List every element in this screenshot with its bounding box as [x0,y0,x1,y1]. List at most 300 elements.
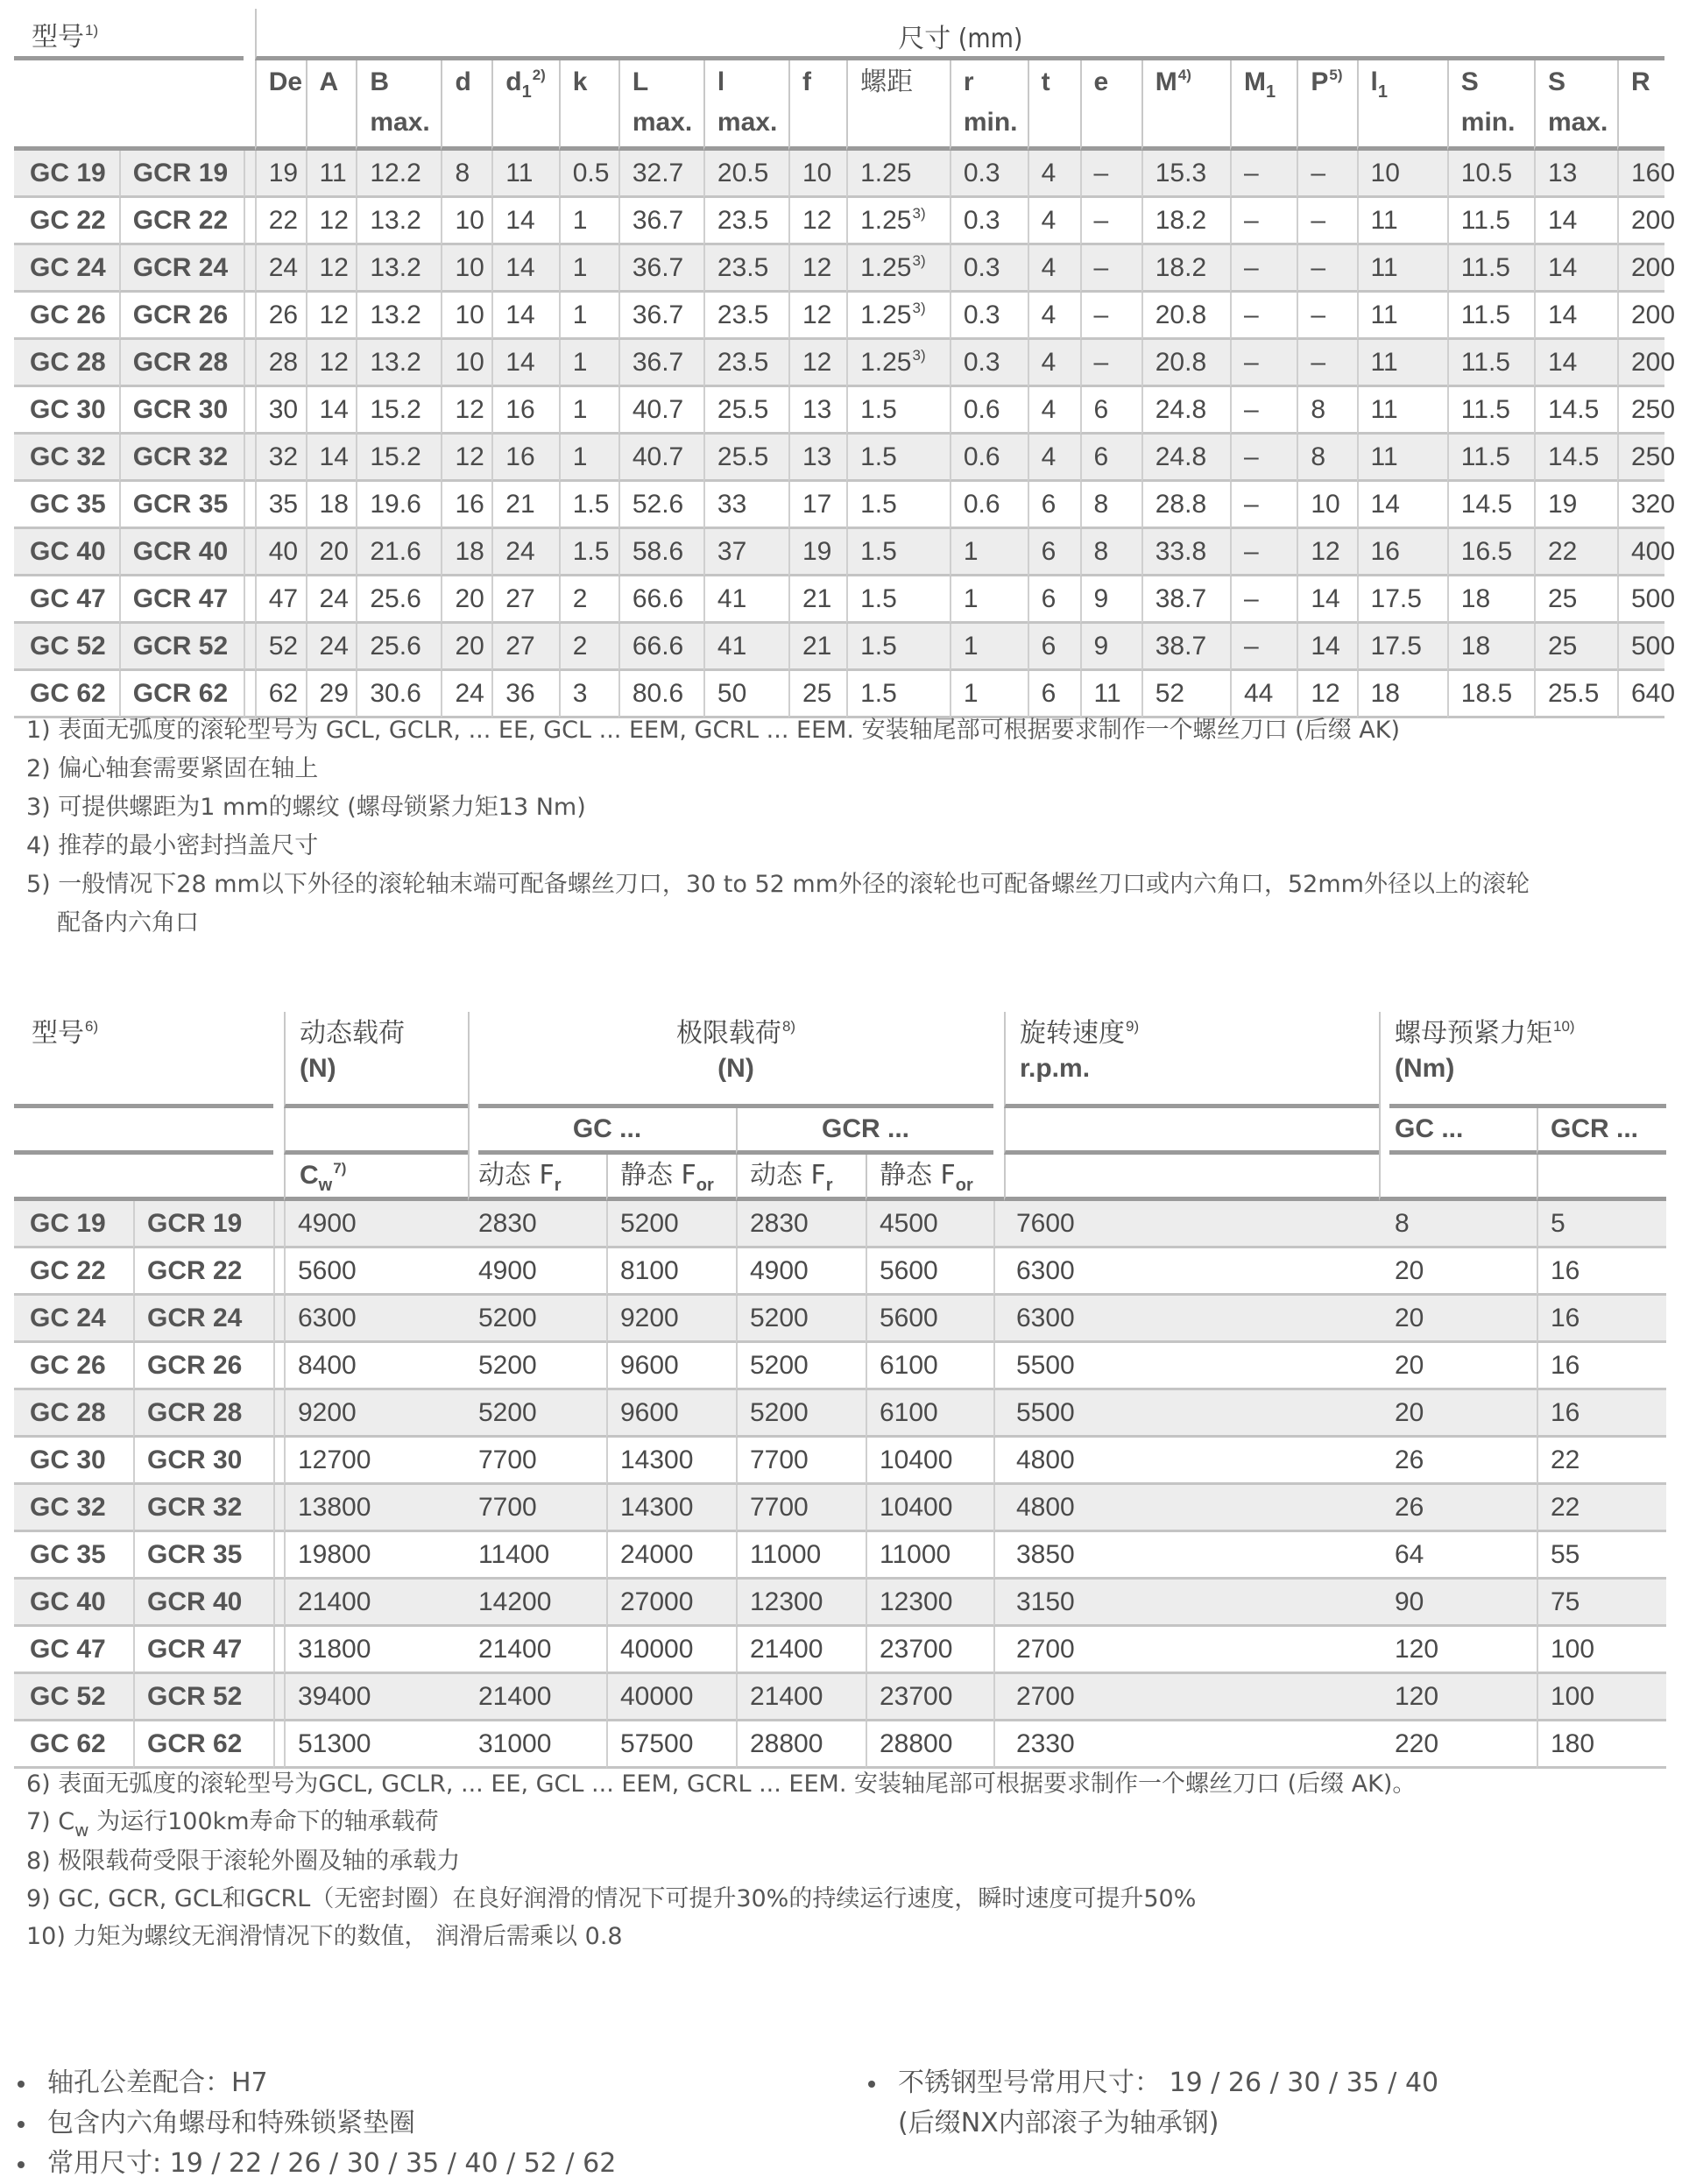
cell-de: 52 [255,624,306,671]
column-header-m1: $M_1$ [1230,60,1297,151]
cell-p: 14 [1297,624,1356,671]
cell-f: 21 [788,624,846,671]
cell-t: 6 [1028,671,1080,718]
table-row [14,529,1664,576]
cell-smax: 25 [1534,624,1617,671]
limit-col-header: 静态 $F_{or}$ [606,1155,736,1201]
model-gcr: GCR 26 [119,293,244,340]
cell-value: 5500 [1004,1343,1379,1390]
cell-smin: 11.5 [1447,198,1534,245]
cell-value: 5200 [478,1390,606,1438]
cell-m1: – [1230,482,1297,529]
cell-pitch: 1.5 [846,671,950,718]
column-header-f: f [788,60,846,151]
cell-smax: 14.5 [1534,435,1617,482]
cell-value: 4800 [1004,1438,1379,1485]
cell-value: 120 [1389,1674,1537,1721]
model-gc: GC 19 [14,151,119,198]
cell-l1: 16 [1357,529,1447,576]
cell-f: 12 [788,245,846,293]
cell-k: 1 [559,387,618,435]
cell-value: 20 [1389,1343,1537,1390]
cell-value: 120 [1389,1627,1537,1674]
cell-b: 13.2 [356,340,441,387]
column-header-smin: S min. [1447,60,1534,151]
cell-k: 0.5 [559,151,618,198]
cell-k: 1 [559,198,618,245]
cell-p: 8 [1297,435,1356,482]
footnote-ref: 3) [912,204,926,222]
cell-value: 9200 [284,1390,468,1438]
model-gc: GC 40 [14,1580,133,1627]
torque-group-gcr: GCR ... [1537,1108,1666,1155]
cell-l1: 10 [1357,151,1447,198]
cell-value: 4800 [1004,1485,1379,1532]
cell-r: 1 [950,624,1028,671]
limit-col-header: 动态 $F_r$ [478,1155,606,1201]
cell-pitch: 1.25$^{3)}$ [846,198,950,245]
cell-d: 12 [441,387,491,435]
cell-smin: 11.5 [1447,245,1534,293]
cell-smin: 10.5 [1447,151,1534,198]
cell-value: 5 [1537,1201,1666,1248]
cell-l: 50 [703,671,788,718]
cell-value: 14200 [478,1580,606,1627]
cell-b: 12.2 [356,151,441,198]
limit-load-group-gc: GC ... [478,1108,736,1155]
cell-e: 8 [1080,482,1141,529]
cell-value: 28800 [736,1721,866,1769]
cell-t: 4 [1028,245,1080,293]
footnote: 4) 推荐的最小密封挡盖尺寸 [26,832,319,859]
model-gcr: GCR 52 [119,624,244,671]
cell-d1: 21 [491,482,558,529]
cell-m: 20.8 [1141,340,1230,387]
cell-r: 1 [950,671,1028,718]
cell-value: 3150 [1004,1580,1379,1627]
cell-value: 8 [1389,1201,1537,1248]
cell-t: 6 [1028,529,1080,576]
footnote: 5) 一般情况下28 mm以下外径的滚轮轴末端可配备螺丝刀口，30 to 52 mm外径的滚轮也可配备螺丝刀口或内六角口，52mm外径以上的滚轮 [26,871,1530,898]
cell-d: 10 [441,293,491,340]
model-header: 型号$^{6)}$ [14,1012,273,1108]
cell-l: 37 [703,529,788,576]
cell-l: 23.5 [703,198,788,245]
feature-item: 轴孔公差配合：H7 [12,2063,616,2103]
cell-value: 10400 [866,1438,993,1485]
cell-d: 24 [441,671,491,718]
cell-smin: 14.5 [1447,482,1534,529]
cell-l1: 14 [1357,482,1447,529]
cell-value: 13800 [284,1485,468,1532]
model-gc: GC 24 [14,245,119,293]
cell-value: 2830 [736,1201,866,1248]
cell-l: 66.6 [618,576,703,624]
load-ratings-table [14,1012,1666,1769]
cell-m1: – [1230,340,1297,387]
cell-l: 36.7 [618,198,703,245]
footnote: 1) 表面无弧度的滚轮型号为 GCL, GCLR, ... EE, GCL ... EEM, GCRL ... EEM. 安装轴尾部可根据要求制作一个螺丝刀口 (后缀 AK) [26,717,1401,744]
cell-value: 4900 [478,1248,606,1296]
model-gcr: GCR 47 [133,1627,273,1674]
cell-l: 80.6 [618,671,703,718]
cell-value: 5200 [478,1296,606,1343]
cell-d: 10 [441,245,491,293]
cell-p: 12 [1297,529,1356,576]
cell-m1: – [1230,624,1297,671]
cell-de: 47 [255,576,306,624]
cell-smin: 18 [1447,576,1534,624]
cell-de: 30 [255,387,306,435]
cell-d: 10 [441,340,491,387]
model-gc: GC 22 [14,198,119,245]
cell-value: 8100 [606,1248,736,1296]
cell-value: 51300 [284,1721,468,1769]
cell-smax: 13 [1534,151,1617,198]
column-header-l: l max. [703,60,788,151]
cell-l1: 17.5 [1357,576,1447,624]
cell-l: 36.7 [618,293,703,340]
cell-value: 12300 [866,1580,993,1627]
model-gcr: GCR 24 [119,245,244,293]
cell-value: 20 [1389,1390,1537,1438]
model-gcr: GCR 22 [119,198,244,245]
cell-a: 24 [306,576,357,624]
cell-k: 2 [559,624,618,671]
cell-r: 0.3 [950,245,1028,293]
column-header-d: d [441,60,491,151]
cell-l: 41 [703,576,788,624]
table-row [14,1248,1666,1296]
cell-smin: 18.5 [1447,671,1534,718]
cell-r: 400 [1617,529,1664,576]
cell-de: 62 [255,671,306,718]
model-gc: GC 32 [14,435,119,482]
cell-value: 11400 [478,1532,606,1580]
table-row [14,576,1664,624]
cell-l1: 11 [1357,387,1447,435]
footnote: 2) 偏心轴套需要紧固在轴上 [26,755,319,782]
table-row [14,482,1664,529]
cell-value: 5200 [736,1390,866,1438]
model-gcr: GCR 26 [133,1343,273,1390]
limit-load-header: 极限载荷$^{8)}$ (N) [478,1012,993,1108]
model-gc: GC 26 [14,293,119,340]
cell-de: 24 [255,245,306,293]
feature-item: 包含内六角螺母和特殊锁紧垫圈 [12,2103,616,2144]
model-gc: GC 35 [14,482,119,529]
table-row [14,1343,1666,1390]
cell-p: – [1297,198,1356,245]
cell-m: 15.3 [1141,151,1230,198]
cell-value: 2330 [1004,1721,1379,1769]
cell-m1: – [1230,198,1297,245]
cell-value: 11000 [866,1532,993,1580]
cell-d1: 14 [491,340,558,387]
cell-d1: 16 [491,387,558,435]
model-gc: GC 52 [14,1674,133,1721]
cell-value: 2700 [1004,1627,1379,1674]
model-gc: GC 32 [14,1485,133,1532]
cell-pitch: 1.5 [846,529,950,576]
table-row [14,1532,1666,1580]
footnote: 9) GC, GCR, GCL和GCRL（无密封圈）在良好润滑的情况下可提升30%的持续运行速度，瞬时速度可提升50% [26,1885,1197,1912]
cell-e: 9 [1080,576,1141,624]
cell-value: 8400 [284,1343,468,1390]
load-ratings-section [14,1012,1666,1769]
model-gcr: GCR 47 [119,576,244,624]
rotation-speed-header: 旋转速度$^{9)}$ r.p.m. [1004,1012,1379,1108]
cell-b: 19.6 [356,482,441,529]
cell-m1: – [1230,435,1297,482]
cell-value: 20 [1389,1248,1537,1296]
cell-r: 640 [1617,671,1664,718]
cell-a: 14 [306,435,357,482]
model-gcr: GCR 35 [119,482,244,529]
model-gcr: GCR 52 [133,1674,273,1721]
model-gc: GC 62 [14,671,119,718]
cell-value: 7600 [1004,1201,1379,1248]
cell-p: – [1297,340,1356,387]
cell-r: 250 [1617,435,1664,482]
cell-d: 20 [441,576,491,624]
model-gcr: GCR 32 [133,1485,273,1532]
cell-p: 10 [1297,482,1356,529]
model-gc: GC 52 [14,624,119,671]
cell-value: 7700 [478,1438,606,1485]
cell-value: 28800 [866,1721,993,1769]
dimensions-table-body [14,151,1676,718]
cell-b: 13.2 [356,198,441,245]
cell-smax: 25 [1534,576,1617,624]
model-gcr: GCR 40 [133,1580,273,1627]
bullet-icon [18,2161,25,2168]
cell-m: 38.7 [1141,624,1230,671]
cell-b: 25.6 [356,624,441,671]
cell-value: 22 [1537,1438,1666,1485]
footnote-ref: 3) [912,299,926,316]
footnote: 6) 表面无弧度的滚轮型号为GCL, GCLR, ... EE, GCL ... EEM, GCRL ... EEM. 安装轴尾部可根据要求制作一个螺丝刀口 (后缀 AK)。 [26,1771,1417,1798]
torque-group-gc: GC ... [1389,1108,1537,1155]
footnote: 7) $C_w$ 为运行100km寿命下的轴承载荷 [26,1808,439,1841]
footnote-ref: 3) [912,346,926,364]
table-row [14,340,1664,387]
table-row [14,435,1664,482]
cell-f: 12 [788,340,846,387]
limit-col-header: 静态 $F_{or}$ [866,1155,993,1201]
cell-t: 6 [1028,576,1080,624]
dynamic-load-header: 动态载荷 (N) [284,1012,468,1108]
cell-f: 12 [788,198,846,245]
cell-value: 4900 [284,1201,468,1248]
cell-value: 9600 [606,1390,736,1438]
cell-d1: 16 [491,435,558,482]
footnote-continuation: 配备内六角口 [57,909,199,937]
cell-r: 200 [1617,293,1664,340]
cell-pitch: 1.5 [846,482,950,529]
model-gcr: GCR 28 [119,340,244,387]
cell-l: 66.6 [618,624,703,671]
cell-d1: 14 [491,245,558,293]
cell-t: 4 [1028,151,1080,198]
dimensions-title: 尺寸 (mm) [255,9,1664,60]
model-gcr: GCR 40 [119,529,244,576]
model-gc: GC 26 [14,1343,133,1390]
feature-item: 常用尺寸: 19 / 22 / 26 / 30 / 35 / 40 / 52 / 62 [12,2144,616,2184]
table-row [14,1485,1666,1532]
cell-a: 12 [306,340,357,387]
cell-r: 250 [1617,387,1664,435]
cell-l1: 11 [1357,293,1447,340]
model-gcr: GCR 22 [133,1248,273,1296]
cell-value: 16 [1537,1343,1666,1390]
cell-l: 52.6 [618,482,703,529]
cell-value: 23700 [866,1627,993,1674]
cell-e: – [1080,293,1141,340]
cell-k: 1 [559,293,618,340]
cell-d1: 14 [491,293,558,340]
cell-e: 9 [1080,624,1141,671]
cell-f: 13 [788,387,846,435]
cell-smin: 16.5 [1447,529,1534,576]
column-header-t: t [1028,60,1080,151]
model-gc: GC 24 [14,1296,133,1343]
cell-a: 12 [306,245,357,293]
cell-d1: 24 [491,529,558,576]
column-header-a: A [306,60,357,151]
bullet-icon [18,2081,25,2088]
cell-l: 36.7 [618,340,703,387]
cell-p: 14 [1297,576,1356,624]
cell-value: 39400 [284,1674,468,1721]
cell-t: 6 [1028,482,1080,529]
cell-f: 17 [788,482,846,529]
cell-f: 25 [788,671,846,718]
column-header-r: R [1617,60,1664,151]
cell-r: 200 [1617,245,1664,293]
cell-a: 29 [306,671,357,718]
cell-de: 19 [255,151,306,198]
cell-value: 26 [1389,1485,1537,1532]
cell-value: 57500 [606,1721,736,1769]
cell-m: 38.7 [1141,576,1230,624]
cell-a: 12 [306,198,357,245]
cell-smax: 14.5 [1534,387,1617,435]
cell-e: 11 [1080,671,1141,718]
cell-value: 7700 [736,1485,866,1532]
cell-value: 22 [1537,1485,1666,1532]
limit-col-header: 动态 $F_r$ [736,1155,866,1201]
cell-m1: – [1230,151,1297,198]
cell-t: 6 [1028,624,1080,671]
cell-smin: 11.5 [1447,435,1534,482]
model-gc: GC 28 [14,1390,133,1438]
bullet-icon [18,2121,25,2128]
cell-value: 5200 [736,1343,866,1390]
cell-value: 6300 [1004,1296,1379,1343]
cell-t: 4 [1028,293,1080,340]
cell-e: 6 [1080,435,1141,482]
column-header-e: e [1080,60,1141,151]
cell-p: – [1297,151,1356,198]
feature-item-continuation: (后缀NX内部滚子为轴承钢) [898,2108,1219,2138]
cell-m: 18.2 [1141,198,1230,245]
model-gcr: GCR 24 [133,1296,273,1343]
cell-value: 40000 [606,1674,736,1721]
cell-r: 0.3 [950,151,1028,198]
cell-value: 3850 [1004,1532,1379,1580]
cell-value: 23700 [866,1674,993,1721]
cell-l1: 11 [1357,245,1447,293]
cell-value: 20 [1389,1296,1537,1343]
cell-m: 24.8 [1141,435,1230,482]
table-row [14,1627,1666,1674]
cell-l: 23.5 [703,245,788,293]
dimensions-table [14,9,1676,718]
cell-k: 1 [559,340,618,387]
cell-d1: 11 [491,151,558,198]
cell-value: 75 [1537,1580,1666,1627]
cell-smax: 25.5 [1534,671,1617,718]
cell-p: – [1297,293,1356,340]
model-header: 型号$^{1)}$ [14,9,244,60]
model-gcr: GCR 19 [133,1201,273,1248]
table-row [14,1201,1666,1248]
cell-de: 28 [255,340,306,387]
model-gcr: GCR 30 [119,387,244,435]
cell-r: 200 [1617,340,1664,387]
cell-a: 14 [306,387,357,435]
cell-r: 0.3 [950,198,1028,245]
nut-torque-header: 螺母预紧力矩$^{10)}$ (Nm) [1389,1012,1666,1108]
cell-pitch: 1.25$^{3)}$ [846,245,950,293]
cell-t: 4 [1028,387,1080,435]
cell-b: 15.2 [356,387,441,435]
cell-k: 1.5 [559,482,618,529]
cell-l1: 18 [1357,671,1447,718]
cell-value: 10400 [866,1485,993,1532]
cell-l: 23.5 [703,340,788,387]
cell-p: – [1297,245,1356,293]
table-row [14,1674,1666,1721]
cell-p: 12 [1297,671,1356,718]
cell-value: 100 [1537,1674,1666,1721]
model-gc: GC 28 [14,340,119,387]
cell-m1: – [1230,576,1297,624]
cell-e: – [1080,151,1141,198]
cell-value: 4900 [736,1248,866,1296]
cell-f: 21 [788,576,846,624]
cell-value: 55 [1537,1532,1666,1580]
cell-smax: 14 [1534,293,1617,340]
cell-value: 11000 [736,1532,866,1580]
cell-de: 26 [255,293,306,340]
cell-smin: 11.5 [1447,387,1534,435]
cell-a: 24 [306,624,357,671]
cell-m: 20.8 [1141,293,1230,340]
table-row [14,1580,1666,1627]
column-header-smax: S max. [1534,60,1617,151]
footnote-ref: 1) [85,22,99,39]
cell-m1: 44 [1230,671,1297,718]
model-gc: GC 30 [14,387,119,435]
model-gcr: GCR 32 [119,435,244,482]
cell-value: 27000 [606,1580,736,1627]
cell-l1: 11 [1357,198,1447,245]
cell-de: 22 [255,198,306,245]
cell-l: 40.7 [618,387,703,435]
table-row [14,1296,1666,1343]
